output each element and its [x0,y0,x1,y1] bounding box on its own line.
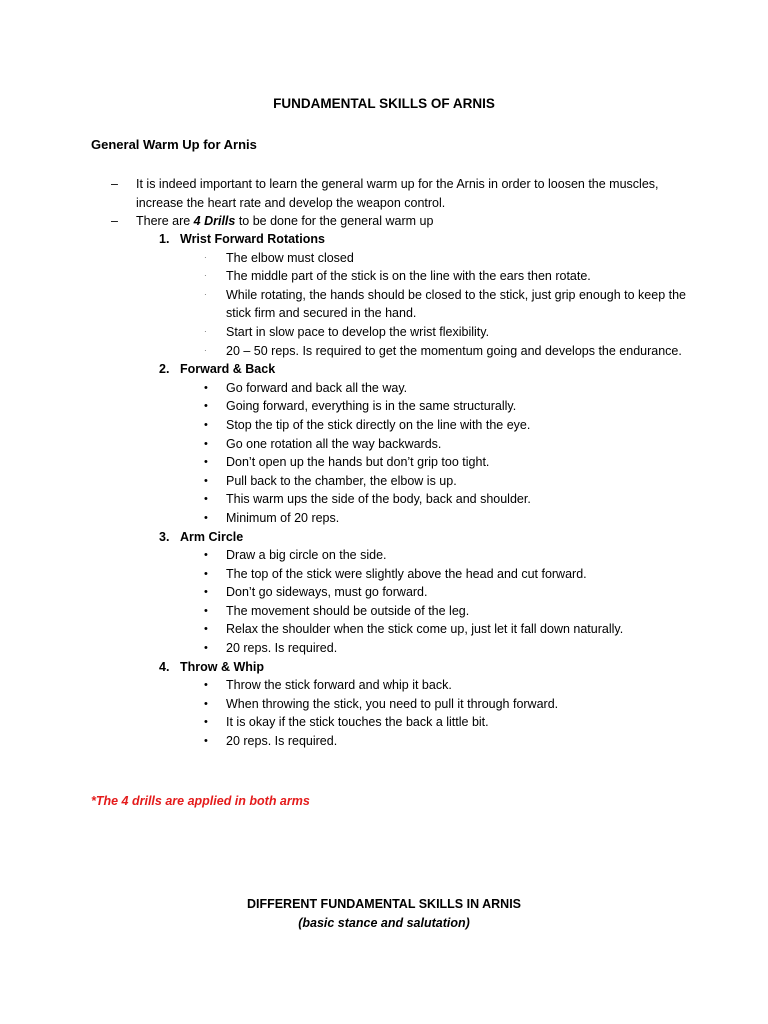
intro-item [91,212,691,231]
bullet-item [91,713,691,732]
bullet-item [91,620,691,639]
bullet-item [91,639,691,658]
drills-emphasis: 4 Drills [193,214,236,229]
bullet-text: Don’t open up the hands but don’t grip too tight. [226,455,490,470]
intro-text-after: to be done for the general warm up [235,214,434,229]
bullet-text: 20 – 50 reps. Is required to get the momentum going and develops the endurance. [226,343,682,358]
bullet-marker: · [204,271,207,281]
bullet-marker: • [204,567,208,580]
drill-heading [91,658,691,677]
bullet-item [91,509,691,528]
section-heading: General Warm Up for Arnis [91,137,257,152]
bullet-text: 20 reps. Is required. [226,641,338,656]
red-note: *The 4 drills are applied in both arms [91,794,310,808]
bullet-marker: · [204,289,207,299]
bullet-text: When throwing the stick, you need to pull it through forward. [226,696,559,711]
bullet-text: The top of the stick were slightly above the head and cut forward. [226,566,587,581]
bullet-item [91,602,691,621]
bullet-item [91,342,691,361]
bullet-marker: • [204,716,208,729]
bullet-item [91,583,691,602]
section2-title: DIFFERENT FUNDAMENTAL SKILLS IN ARNIS [246,897,522,911]
bullet-text: The middle part of the stick is on the line with the ears then rotate. [226,269,591,284]
bullet-item [91,435,691,454]
bullet-marker: • [204,642,208,655]
bullet-text: Stop the tip of the stick directly on the line with the eye. [226,417,531,432]
bullet-marker: • [204,586,208,599]
bullet-text: Go one rotation all the way backwards. [226,436,442,451]
bullet-text: This warm ups the side of the body, back and shoulder. [226,492,531,507]
intro-list [91,175,691,231]
bullet-item [91,490,691,509]
bullet-text: Start in slow pace to develop the wrist flexibility. [226,324,490,339]
bullet-text: The elbow must closed [226,250,354,265]
bullet-text: Throw the stick forward and whip it back. [226,678,452,693]
bullet-marker: · [204,326,207,336]
drill-title: Forward & Back [180,362,276,377]
bullet-marker: · [204,345,207,355]
bullet-text: Going forward, everything is in the same structurally. [226,399,517,414]
bullet-marker: • [204,474,208,487]
bullet-marker: • [204,735,208,748]
drill-heading [91,528,691,547]
drill-title: Arm Circle [180,529,244,544]
drill-heading [91,230,691,249]
bullet-text: It is okay if the stick touches the back a little bit. [226,715,489,730]
bullet-text: Minimum of 20 reps. [226,510,340,525]
dash-marker: – [111,214,118,229]
intro-paragraph: It is indeed important to learn the general warm up for the Arnis in order to loosen the muscles, increase the heart rate and develop the weapon control. [136,177,659,210]
bullet-item [91,695,691,714]
bullet-item [91,732,691,751]
bullet-text: Don’t go sideways, must go forward. [226,585,428,600]
bullet-marker: • [204,549,208,562]
bullet-text: 20 reps. Is required. [226,734,338,749]
bullet-text: The movement should be outside of the leg. [226,603,470,618]
drill-title: Throw & Whip [180,659,265,674]
intro-text-before: There are [136,214,194,229]
bullet-item [91,249,691,268]
drill-number: 1. [159,232,170,246]
drill-number: 3. [159,529,170,544]
bullet-text: Relax the shoulder when the stick come up, just let it fall down naturally. [226,622,624,637]
bullet-marker: • [204,493,208,506]
bullet-marker: • [204,697,208,710]
drills-list [91,230,691,751]
bullet-item [91,286,691,323]
section2-subtitle: (basic stance and salutation) [298,916,470,930]
bullet-text: Go forward and back all the way. [226,380,408,395]
drill-title: Wrist Forward Rotations [180,232,325,246]
bullet-item [91,453,691,472]
bullet-item [91,267,691,286]
drill-heading [91,360,691,379]
drill-number: 2. [159,362,170,377]
bullet-text: While rotating, the hands should be closed to the stick, just grip enough to keep the stick firm and secured in the hand. [226,287,687,321]
intro-item [91,175,691,212]
bullet-marker: • [204,679,208,692]
bullet-marker: • [204,437,208,450]
bullet-item [91,397,691,416]
bullet-marker: · [204,252,207,262]
bullet-marker: • [204,511,208,524]
bullet-item [91,565,691,584]
bullet-marker: • [204,418,208,431]
bullet-marker: • [204,623,208,636]
bullet-item [91,676,691,695]
bullet-item [91,546,691,565]
bullet-text: Pull back to the chamber, the elbow is up. [226,473,457,488]
bullet-text: Draw a big circle on the side. [226,548,387,563]
bullet-marker: • [204,381,208,394]
bullet-marker: • [204,456,208,469]
bullet-marker: • [204,400,208,413]
dash-marker: – [111,177,118,191]
page-title: FUNDAMENTAL SKILLS OF ARNIS [273,96,495,111]
drill-number: 4. [159,659,170,674]
bullet-item [91,323,691,342]
bullet-item [91,379,691,398]
bullet-marker: • [204,604,208,617]
bullet-item [91,472,691,491]
bullet-item [91,416,691,435]
